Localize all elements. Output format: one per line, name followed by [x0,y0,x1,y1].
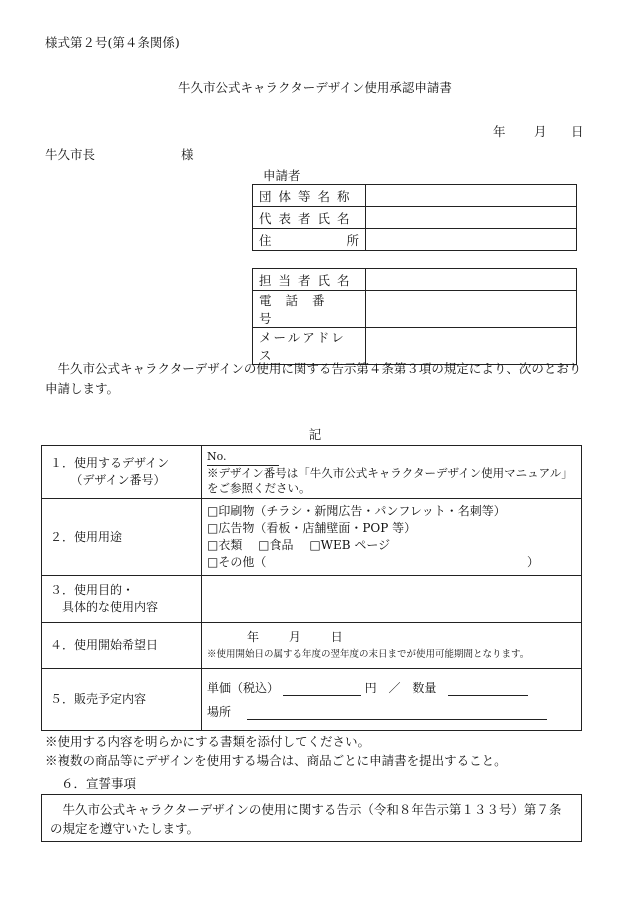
start-date-label: ４．使用開始希望日 [42,623,202,669]
place-field[interactable] [247,705,547,720]
design-label-line1: １．使用するデザイン [50,456,170,470]
design-note: ※デザイン番号は「牛久市公式キャラクターデザイン使用マニュアル」をご参照ください。 [207,466,573,495]
phone-label: 電話番号 [253,291,366,328]
form-number: 様式第２号(第４条関係) [45,35,180,50]
note-multiple: ※複数の商品等にデザインを使用する場合は、商品ごとに申請書を提出すること。 [45,753,507,768]
address-label-1: 住 [259,232,272,248]
price-field[interactable] [283,681,361,696]
design-number-field[interactable]: No. [207,448,279,466]
purpose-cell [202,499,582,576]
table-row [253,185,577,207]
intro-text: 牛久市公式キャラクターデザインの使用に関する告示第４条第３項の規定により、次のとおり申請します。 [45,361,582,396]
date-year: 年 [493,124,506,139]
addressee-name: 牛久市長 [45,147,96,162]
sales-cell [202,669,582,731]
place-label: 場所 [207,704,232,719]
start-day: 日 [330,629,343,644]
purpose-other-close: ） [527,555,540,569]
applicant-table-2 [252,268,577,365]
table-row [42,499,582,576]
pledge-box [41,794,582,842]
applicant-heading: 申請者 [263,168,301,183]
contact-name-label: 担当者氏名 [253,269,366,291]
price-label: 単価（税込） [207,680,280,695]
table-row [42,669,582,731]
table-row [253,291,577,328]
purpose-option-print[interactable]: □印刷物（チラシ・新聞広告・パンフレット・名刺等） [207,504,506,518]
quantity-label: 数量 [412,680,437,695]
design-cell[interactable] [202,446,582,499]
start-month: 月 [288,629,301,644]
page-title: 牛久市公式キャラクターデザイン使用承認申請書 [178,80,452,95]
purpose-option-other[interactable]: □その他（ [207,555,267,569]
table-row [42,576,582,623]
quantity-field[interactable] [448,681,528,696]
pledge-heading: ６．宣誓事項 [61,776,137,791]
sales-label: ５．販売予定内容 [42,669,202,731]
representative-field[interactable] [366,207,577,229]
start-year: 年 [247,629,260,644]
representative-label: 代表者氏名 [253,207,366,229]
start-date-note: ※使用開始日の属する年度の翌年度の末日までが使用可能期間となります。 [207,648,530,660]
purpose-option-clothes[interactable]: □衣類 [207,538,243,552]
phone-field[interactable] [366,291,577,328]
purpose-option-ad[interactable]: □広告物（看板・店舗壁面・POP 等） [207,521,417,535]
yen-label: 円 [364,680,377,695]
design-label-line2: （デザイン番号） [70,473,166,487]
org-name-field[interactable] [366,185,577,207]
address-field[interactable] [366,229,577,251]
note-attach: ※使用する内容を明らかにする書類を添付してください。 [45,734,371,749]
table-row [42,446,582,499]
ki-heading: 記 [308,427,322,442]
objective-label-line2: 具体的な使用内容 [62,600,159,614]
design-label [42,446,202,499]
org-name-label: 団体等名称 [253,185,366,207]
purpose-option-food[interactable]: □食品 [258,538,294,552]
objective-label [42,576,202,623]
table-row [42,623,582,669]
date-day: 日 [571,124,584,139]
date-month: 月 [534,124,547,139]
applicant-table-1 [252,184,577,251]
table-row [253,269,577,291]
address-label-2: 所 [346,232,359,248]
table-row [253,207,577,229]
objective-label-line1: ３．使用目的・ [50,583,135,597]
objective-field[interactable] [202,576,582,623]
table-row [253,229,577,251]
email-label: メールアドレス [253,328,366,365]
addressee-honorific: 様 [181,147,194,162]
slash: ／ [388,680,401,695]
pledge-text: 牛久市公式キャラクターデザインの使用に関する告示（令和８年告示第１３３号）第７条の規定を遵守いたします。 [50,802,562,836]
purpose-label: ２．使用用途 [42,499,202,576]
contact-name-field[interactable] [366,269,577,291]
start-date-cell[interactable] [202,623,582,669]
purpose-option-web[interactable]: □WEB ページ [309,538,391,552]
address-label [259,231,359,249]
application-items-table [41,445,582,731]
